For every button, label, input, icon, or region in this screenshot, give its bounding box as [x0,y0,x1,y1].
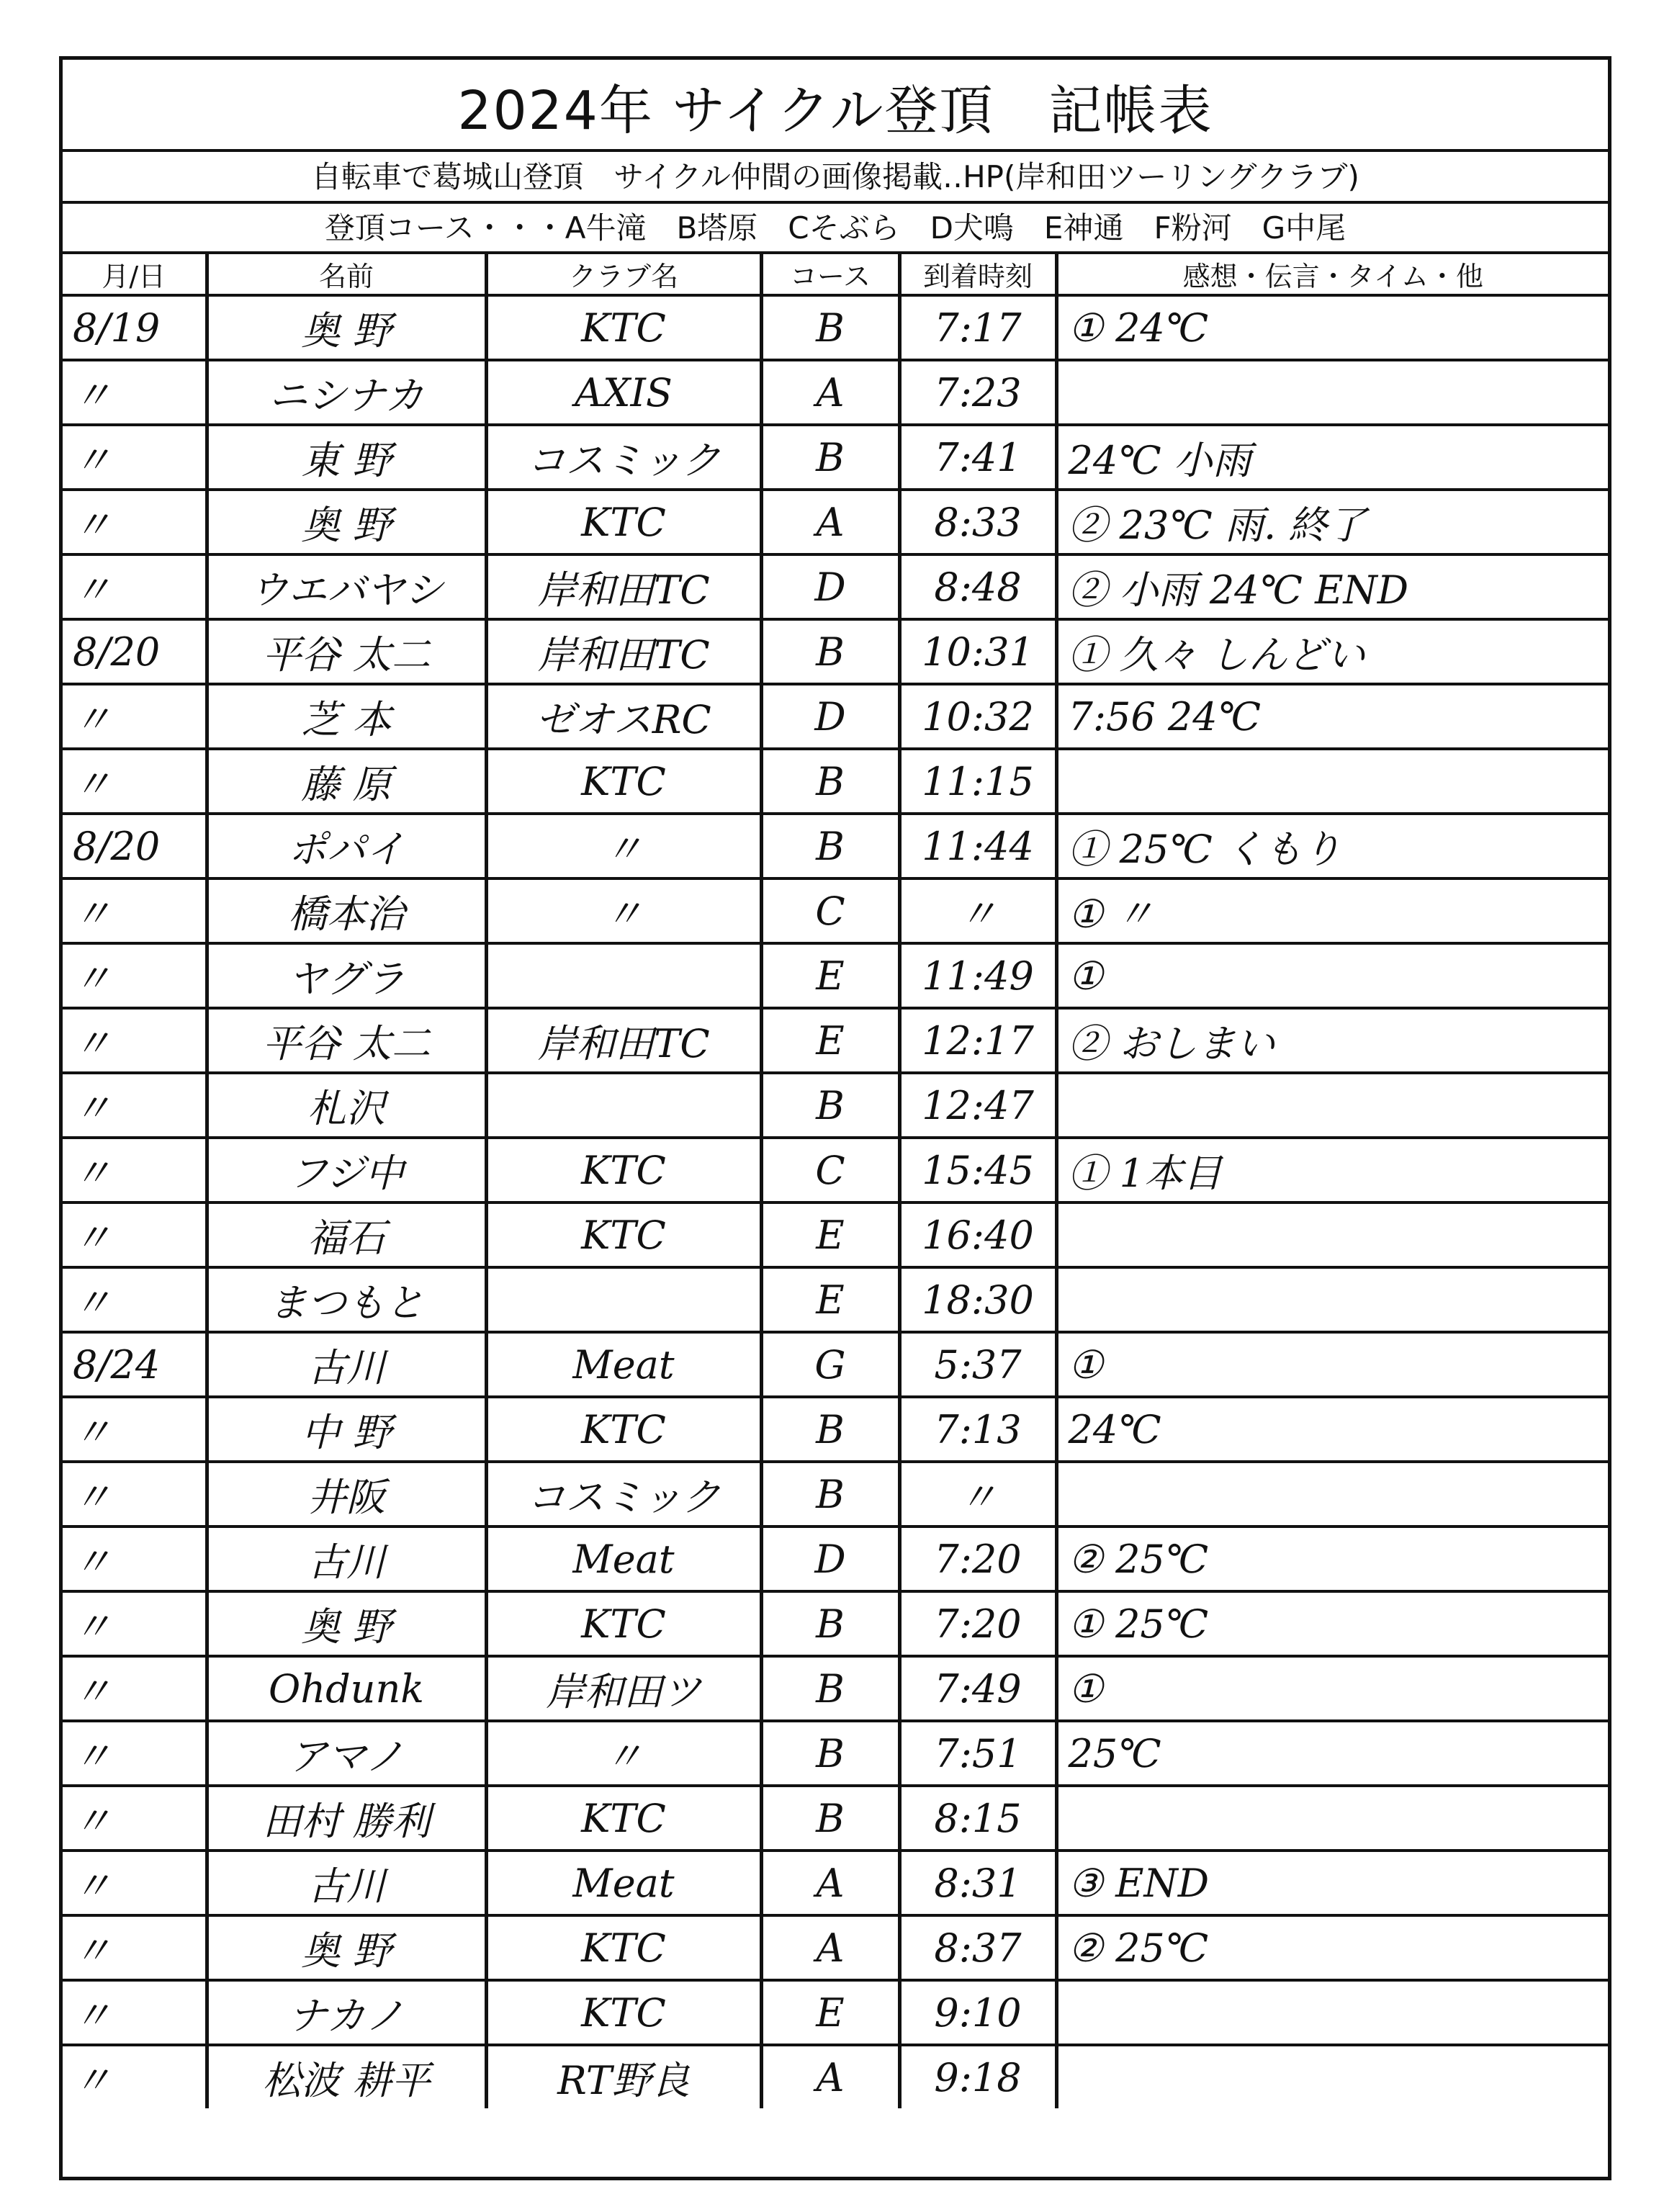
cell-course: E [761,1980,899,2045]
cell-date: 〃 [63,554,207,619]
cell-date: 〃 [63,1202,207,1267]
cell-date: 〃 [63,490,207,554]
cell-arrival-time: 〃 [899,878,1056,943]
cell-club: 岸和田TC [486,619,761,684]
cell-name: 中 野 [207,1397,486,1462]
cell-date: 〃 [63,1656,207,1721]
cell-date: 〃 [63,1591,207,1656]
cell-name: 藤 原 [207,749,486,814]
table-row [63,619,1608,684]
cell-comment [1056,1202,1608,1267]
cell-arrival-time: 18:30 [899,1267,1056,1332]
cell-club: Meat [486,1851,761,1915]
cell-arrival-time: 11:44 [899,814,1056,878]
cell-arrival-time: 7:13 [899,1397,1056,1462]
cell-comment: 7:56 24℃ [1056,684,1608,749]
course-legend: 登頂コース・・・A牛滝 B塔原 Cそぶら D犬鳴 E神通 F粉河 G中尾 [324,210,1346,246]
cell-course: D [761,684,899,749]
cell-course: C [761,878,899,943]
cell-comment: ① 〃 [1056,878,1608,943]
sheet-subtitle: 自転車で葛城山登頂 サイクル仲間の画像掲載‥HP(岸和田ツーリングクラブ) [311,159,1359,194]
table-row [63,360,1608,425]
cell-course: A [761,2045,899,2108]
cell-comment: ① 25℃ くもり [1056,814,1608,878]
table-row [63,684,1608,749]
cell-date: 8/24 [63,1332,207,1397]
header-club: クラブ名 [486,254,761,295]
cell-name: 松波 耕平 [207,2045,486,2108]
cell-name: ポパイ [207,814,486,878]
cell-course: B [761,295,899,360]
cell-name: 古川 [207,1851,486,1915]
cell-name: 奥 野 [207,490,486,554]
cell-arrival-time: 7:49 [899,1656,1056,1721]
table-row [63,425,1608,490]
cell-comment: ① [1056,943,1608,1008]
table-row [63,1591,1608,1656]
cell-arrival-time: 〃 [899,1462,1056,1527]
cell-club: 岸和田TC [486,1008,761,1073]
cell-date: 〃 [63,2045,207,2108]
cell-comment [1056,360,1608,425]
cell-club: Meat [486,1527,761,1591]
cell-course: D [761,1527,899,1591]
cell-name: 奥 野 [207,1591,486,1656]
cell-name: 平谷 太二 [207,619,486,684]
cell-course: A [761,1915,899,1980]
cell-name: 田村 勝利 [207,1786,486,1851]
cell-course: B [761,1397,899,1462]
cell-course: G [761,1332,899,1397]
table-row [63,1915,1608,1980]
cell-comment [1056,749,1608,814]
cell-course: B [761,425,899,490]
cell-course: E [761,1202,899,1267]
header-date: 月/日 [63,254,207,295]
cell-club: KTC [486,295,761,360]
cell-date: 〃 [63,1008,207,1073]
cell-comment: ② 25℃ [1056,1915,1608,1980]
table-row [63,490,1608,554]
cell-date: 〃 [63,1721,207,1786]
cell-name: フジ中 [207,1138,486,1202]
cell-club: 岸和田TC [486,554,761,619]
cell-date: 〃 [63,1527,207,1591]
cell-comment: 25℃ [1056,1721,1608,1786]
cell-arrival-time: 8:33 [899,490,1056,554]
cell-club: 〃 [486,1721,761,1786]
cell-name: アマノ [207,1721,486,1786]
cell-comment: 24℃ 小雨 [1056,425,1608,490]
cell-arrival-time: 15:45 [899,1138,1056,1202]
cell-course: C [761,1138,899,1202]
cell-club: KTC [486,1591,761,1656]
cell-course: E [761,1267,899,1332]
cell-course: D [761,554,899,619]
cell-arrival-time: 16:40 [899,1202,1056,1267]
table-row [63,1721,1608,1786]
table-row [63,2045,1608,2108]
cell-comment: ② おしまい [1056,1008,1608,1073]
cell-name: ウエバヤシ [207,554,486,619]
cell-arrival-time: 9:10 [899,1980,1056,2045]
cell-arrival-time: 11:49 [899,943,1056,1008]
cell-date: 〃 [63,1851,207,1915]
cell-date: 〃 [63,878,207,943]
cell-course: B [761,749,899,814]
cell-course: B [761,1462,899,1527]
table-row [63,814,1608,878]
cell-club: RT野良 [486,2045,761,2108]
cell-date: 〃 [63,1980,207,2045]
table-row [63,1656,1608,1721]
cell-club: KTC [486,1980,761,2045]
table-row [63,1786,1608,1851]
header-comments: 感想・伝言・タイム・他 [1056,254,1608,295]
cell-arrival-time: 10:32 [899,684,1056,749]
cell-course: B [761,1591,899,1656]
cell-name: 福石 [207,1202,486,1267]
cell-name: 芝 本 [207,684,486,749]
cell-arrival-time: 12:47 [899,1073,1056,1138]
table-row [63,554,1608,619]
cell-club: コスミック [486,425,761,490]
cell-name: ナカノ [207,1980,486,2045]
cell-course: A [761,490,899,554]
cell-date: 〃 [63,943,207,1008]
cell-course: B [761,1786,899,1851]
table-row [63,295,1608,360]
cell-comment: ① [1056,1332,1608,1397]
cell-comment: ② 23℃ 雨. 終了 [1056,490,1608,554]
log-sheet [59,56,1611,2180]
table-row [63,1202,1608,1267]
table-row [63,1008,1608,1073]
cell-date: 〃 [63,1138,207,1202]
cell-comment: ① 24℃ [1056,295,1608,360]
cell-date: 〃 [63,1462,207,1527]
cell-comment: ① 1本目 [1056,1138,1608,1202]
table-row [63,1138,1608,1202]
cell-club: Meat [486,1332,761,1397]
cell-club [486,1267,761,1332]
cell-course: B [761,1721,899,1786]
header-name: 名前 [207,254,486,295]
cell-date: 8/20 [63,814,207,878]
cell-date: 〃 [63,684,207,749]
table-row [63,1073,1608,1138]
cell-comment: ③ END [1056,1851,1608,1915]
table-body [63,295,1608,2108]
cell-course: E [761,943,899,1008]
table-row [63,1267,1608,1332]
cell-club: KTC [486,1138,761,1202]
cell-course: A [761,360,899,425]
cell-arrival-time: 7:51 [899,1721,1056,1786]
cell-name: 橋本治 [207,878,486,943]
cell-club: 〃 [486,814,761,878]
cell-name: 古川 [207,1527,486,1591]
cell-course: E [761,1008,899,1073]
table-row [63,1851,1608,1915]
cell-arrival-time: 8:15 [899,1786,1056,1851]
cell-arrival-time: 10:31 [899,619,1056,684]
cell-name: 東 野 [207,425,486,490]
cell-arrival-time: 7:17 [899,295,1056,360]
cell-club: 〃 [486,878,761,943]
cell-name: 奥 野 [207,1915,486,1980]
cell-name: 奥 野 [207,295,486,360]
cell-club: KTC [486,1202,761,1267]
cell-name: ヤグラ [207,943,486,1008]
cell-date: 〃 [63,360,207,425]
cell-name: Ohdunk [207,1656,486,1721]
table-row [63,1527,1608,1591]
cell-name: まつもと [207,1267,486,1332]
cell-arrival-time: 7:20 [899,1591,1056,1656]
cell-date: 8/19 [63,295,207,360]
cell-course: B [761,1073,899,1138]
cell-club: 岸和田ツ [486,1656,761,1721]
cell-club: AXIS [486,360,761,425]
cell-arrival-time: 9:18 [899,2045,1056,2108]
cell-arrival-time: 11:15 [899,749,1056,814]
cell-date: 〃 [63,1073,207,1138]
cell-club: ゼオスRC [486,684,761,749]
table-row [63,1397,1608,1462]
cell-comment: 24℃ [1056,1397,1608,1462]
cell-name: 札沢 [207,1073,486,1138]
cell-club: KTC [486,490,761,554]
table-row [63,943,1608,1008]
cell-name: 平谷 太二 [207,1008,486,1073]
cell-comment [1056,2045,1608,2108]
table-row [63,1980,1608,2045]
cell-comment [1056,1462,1608,1527]
cell-comment: ② 小雨 24℃ END [1056,554,1608,619]
cell-course: B [761,814,899,878]
table-row [63,1462,1608,1527]
cell-course: B [761,619,899,684]
cell-comment: ① [1056,1656,1608,1721]
cell-course: A [761,1851,899,1915]
cell-club: KTC [486,749,761,814]
cell-name: 井阪 [207,1462,486,1527]
cell-arrival-time: 5:37 [899,1332,1056,1397]
cell-date: 〃 [63,425,207,490]
cell-comment: ① 久々 しんどい [1056,619,1608,684]
cell-date: 〃 [63,1267,207,1332]
cell-date: 〃 [63,1397,207,1462]
cell-club: KTC [486,1915,761,1980]
cell-date: 〃 [63,1786,207,1851]
cell-arrival-time: 8:37 [899,1915,1056,1980]
cell-arrival-time: 8:31 [899,1851,1056,1915]
table-row [63,878,1608,943]
cell-arrival-time: 12:17 [899,1008,1056,1073]
sheet-title: 2024年 サイクル登頂 記帳表 [457,80,1213,142]
cell-club: KTC [486,1786,761,1851]
table-row [63,1332,1608,1397]
cell-comment [1056,1073,1608,1138]
cell-arrival-time: 8:48 [899,554,1056,619]
cell-date: 〃 [63,1915,207,1980]
cell-club: KTC [486,1397,761,1462]
header-arrival-time: 到着時刻 [899,254,1056,295]
cell-comment [1056,1980,1608,2045]
cell-arrival-time: 7:20 [899,1527,1056,1591]
cell-club [486,943,761,1008]
header-course: コース [761,254,899,295]
cell-comment: ① 25℃ [1056,1591,1608,1656]
cell-club [486,1073,761,1138]
cell-name: 古川 [207,1332,486,1397]
cell-arrival-time: 7:23 [899,360,1056,425]
cell-arrival-time: 7:41 [899,425,1056,490]
cell-comment [1056,1267,1608,1332]
cell-club: コスミック [486,1462,761,1527]
cell-date: 〃 [63,749,207,814]
table-header-row [63,254,1608,295]
cell-comment: ② 25℃ [1056,1527,1608,1591]
cell-name: ニシナカ [207,360,486,425]
table-row [63,749,1608,814]
log-table [63,254,1608,2108]
cell-course: B [761,1656,899,1721]
cell-date: 8/20 [63,619,207,684]
cell-comment [1056,1786,1608,1851]
